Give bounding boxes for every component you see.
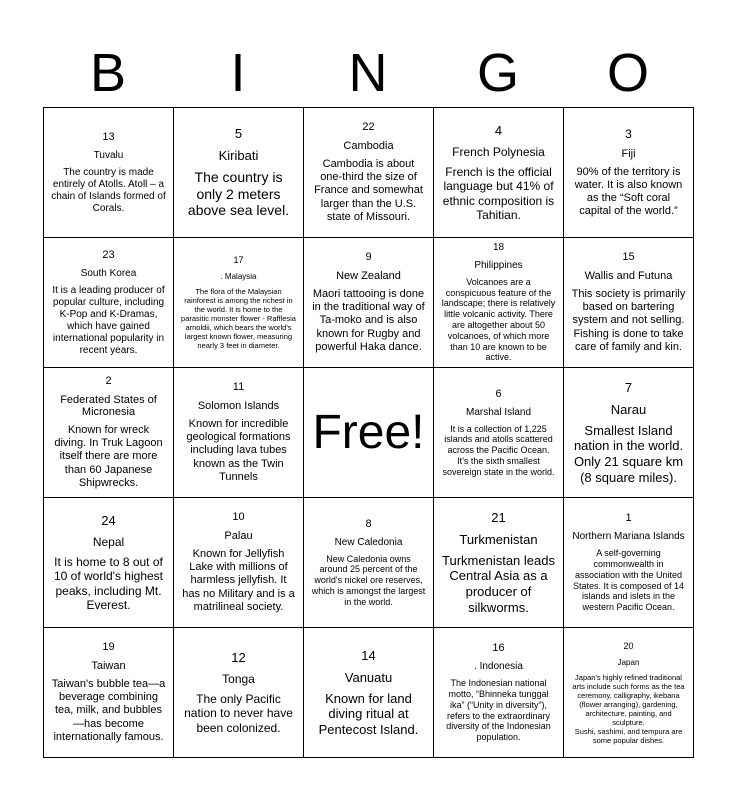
cell-fact: French is the official language but 41% of ethnic composition is Tahitian. xyxy=(442,164,555,222)
cell-number: 24 xyxy=(101,512,116,528)
cell-country: Marshal Island xyxy=(465,406,532,418)
cell-number: 22 xyxy=(362,121,375,134)
bingo-cell xyxy=(304,238,434,368)
cell-fact: The only Pacific nation to never have been colonized. xyxy=(184,691,293,735)
cell-number: 21 xyxy=(491,509,506,525)
cell-number: 17 xyxy=(233,255,244,265)
bingo-cell xyxy=(434,498,564,628)
cell-fact: The country is made entirely of Atolls. Atoll – a chain of Islands formed of Corals. xyxy=(51,166,166,214)
cell-country: Turkmenistan xyxy=(459,531,538,547)
bingo-cell xyxy=(564,238,694,368)
cell-number: 13 xyxy=(102,130,115,143)
header-letter-b: B xyxy=(89,43,127,103)
cell-fact: Known for wreck diving. In Truk Lagoon itself there are more than 60 Japanese Shipwrecks. xyxy=(54,424,163,489)
cell-number: 16 xyxy=(492,642,505,655)
bingo-card-grid xyxy=(43,107,694,758)
cell-country: Japan xyxy=(617,657,640,667)
cell-country: New Caledonia xyxy=(334,536,403,548)
cell-number: 19 xyxy=(102,641,115,654)
cell-fact: Smallest Island nation in the world. Only 21 square km (8 square miles). xyxy=(573,422,684,485)
cell-country: Vanuatu xyxy=(344,669,393,685)
bingo-cell xyxy=(564,498,694,628)
cell-country: Nepal xyxy=(92,534,125,549)
cell-number: 15 xyxy=(622,251,635,264)
cell-fact: A self-governing commonwealth in association with the United States. It is composed of 14 islands and islets in the western Pacific Ocean. xyxy=(572,548,685,613)
cell-country: South Korea xyxy=(80,267,137,279)
cell-fact: Turkmenistan leads Central Asia as a producer of silkworms. xyxy=(442,552,555,615)
cell-fact: Maori tattooing is done in the traditional way of Ta-moko and is also known for Rugby and powerful Haka dance. xyxy=(312,288,425,353)
header-letter-g: G xyxy=(476,43,519,103)
cell-fact: 90% of the territory is water. It is also known as the “Soft coral capital of the world.” xyxy=(574,165,683,218)
bingo-cell xyxy=(304,628,434,758)
cell-country: Solomon Islands xyxy=(197,400,280,413)
free-space-cell xyxy=(304,368,434,498)
cell-country: . Indonesia xyxy=(474,661,523,673)
cell-fact: The Indonesian national motto, “Bhinneka tunggal ika” (“Unity in diversity”), refers to the extraordinary diversity of the Indonesian population. xyxy=(446,678,551,743)
cell-number: 6 xyxy=(495,387,502,400)
cell-country: French Polynesia xyxy=(452,144,545,159)
cell-number: 5 xyxy=(234,125,243,141)
cell-country: Cambodia xyxy=(343,140,394,153)
cell-number: 11 xyxy=(232,381,245,394)
cell-fact: The country is only 2 meters above sea level. xyxy=(187,168,290,219)
cell-number: 18 xyxy=(492,241,505,253)
bingo-cell xyxy=(44,498,174,628)
header-letter-n: N xyxy=(348,43,388,103)
cell-number: 23 xyxy=(102,248,115,261)
bingo-cell xyxy=(564,368,694,498)
cell-country: Fiji xyxy=(621,147,636,160)
cell-country: . Malaysia xyxy=(220,272,257,281)
bingo-cell xyxy=(44,368,174,498)
cell-number: 4 xyxy=(494,122,503,138)
header-letter-o: O xyxy=(606,43,649,103)
bingo-cell xyxy=(174,628,304,758)
cell-fact: It is home to 8 out of 10 of world's highest peaks, including Mt. Everest. xyxy=(53,554,164,612)
cell-fact: Known for Jellyfish Lake with millions of harmless jellyfish. It has no Military and is a matrilineal society. xyxy=(182,548,295,613)
bingo-cell xyxy=(304,108,434,238)
bingo-cell xyxy=(564,108,694,238)
bingo-cell xyxy=(44,628,174,758)
free-space-label: Free! xyxy=(312,406,425,459)
cell-fact: This society is primarily based on bartering system and not selling. Fishing is done to take care of family and kin. xyxy=(571,288,686,353)
cell-fact: New Caledonia owns around 25 percent of the world's nickel ore reserves, which is amongst the largest in the world. xyxy=(311,553,426,607)
cell-fact: Volcanoes are a conspicuous feature of the landscape; there is relatively little volcanic activity. There are altogether about 50 volcanoes, of which more than 10 are known to be active. xyxy=(441,276,556,363)
bingo-cell xyxy=(44,108,174,238)
cell-fact: The flora of the Malaysian rainforest is among the richest in the world. It is home to the parasitic monster flower - Rafflesia arnoldii, which bears the world's largest known flower, measuring nearly 3 feet in diameter. xyxy=(181,287,296,350)
cell-fact: Cambodia is about one-third the size of France and somewhat larger than the U.S. state of Missouri. xyxy=(314,158,423,223)
cell-number: 14 xyxy=(361,647,376,663)
cell-number: 1 xyxy=(625,512,632,525)
cell-number: 20 xyxy=(623,640,634,651)
bingo-cell xyxy=(174,368,304,498)
bingo-cell xyxy=(44,238,174,368)
bingo-cell xyxy=(434,368,564,498)
bingo-header xyxy=(43,38,693,108)
cell-country: Taiwan xyxy=(91,660,126,673)
cell-number: 10 xyxy=(232,511,245,524)
bingo-cell xyxy=(304,498,434,628)
cell-fact: Known for land diving ritual at Pentecost Island. xyxy=(318,690,419,737)
bingo-cell xyxy=(434,628,564,758)
cell-country: Palau xyxy=(224,530,253,543)
cell-country: Philippines xyxy=(474,259,523,271)
cell-country: Northern Mariana Islands xyxy=(572,531,685,543)
cell-fact: It is a leading producer of popular culture, including K-Pop and K-Dramas, which have gained international popularity in recent years. xyxy=(52,284,165,356)
cell-number: 7 xyxy=(624,379,633,395)
cell-country: Tuvalu xyxy=(93,149,124,161)
bingo-cell xyxy=(434,238,564,368)
cell-country: New Zealand xyxy=(336,270,401,283)
bingo-cell xyxy=(564,628,694,758)
cell-number: 3 xyxy=(625,126,632,141)
cell-fact: It is a collection of 1,225 islands and atolls scattered across the Pacific Ocean. It’s the sixth smallest sovereign state in the world. xyxy=(442,423,555,477)
cell-fact: Japan's highly refined traditional arts include such forms as the tea ceremony, calligraphy, ikebana (flower arranging), gardening, architecture, painting, and sculpture. Sushi, sashimi, and tempura are some popular dishes. xyxy=(572,672,685,745)
cell-number: 8 xyxy=(365,517,372,530)
cell-country: Narau xyxy=(610,401,647,417)
bingo-cell xyxy=(174,238,304,368)
cell-fact: Taiwan's bubble tea—a beverage combining tea, milk, and bubbles—has become internationally famous. xyxy=(51,678,166,743)
cell-country: Kiribati xyxy=(218,147,259,163)
cell-country: Tonga xyxy=(222,671,255,686)
bingo-cell xyxy=(174,498,304,628)
cell-number: 2 xyxy=(105,375,112,388)
cell-number: 12 xyxy=(231,649,246,665)
header-letter-i: I xyxy=(230,43,246,103)
cell-country: Federated States of Micronesia xyxy=(60,394,157,419)
cell-fact: Known for incredible geological formations including lava tubes known as the Twin Tunnels xyxy=(186,418,291,483)
cell-country: Wallis and Futuna xyxy=(584,270,673,283)
bingo-cell xyxy=(174,108,304,238)
cell-number: 9 xyxy=(365,251,372,264)
bingo-cell xyxy=(434,108,564,238)
